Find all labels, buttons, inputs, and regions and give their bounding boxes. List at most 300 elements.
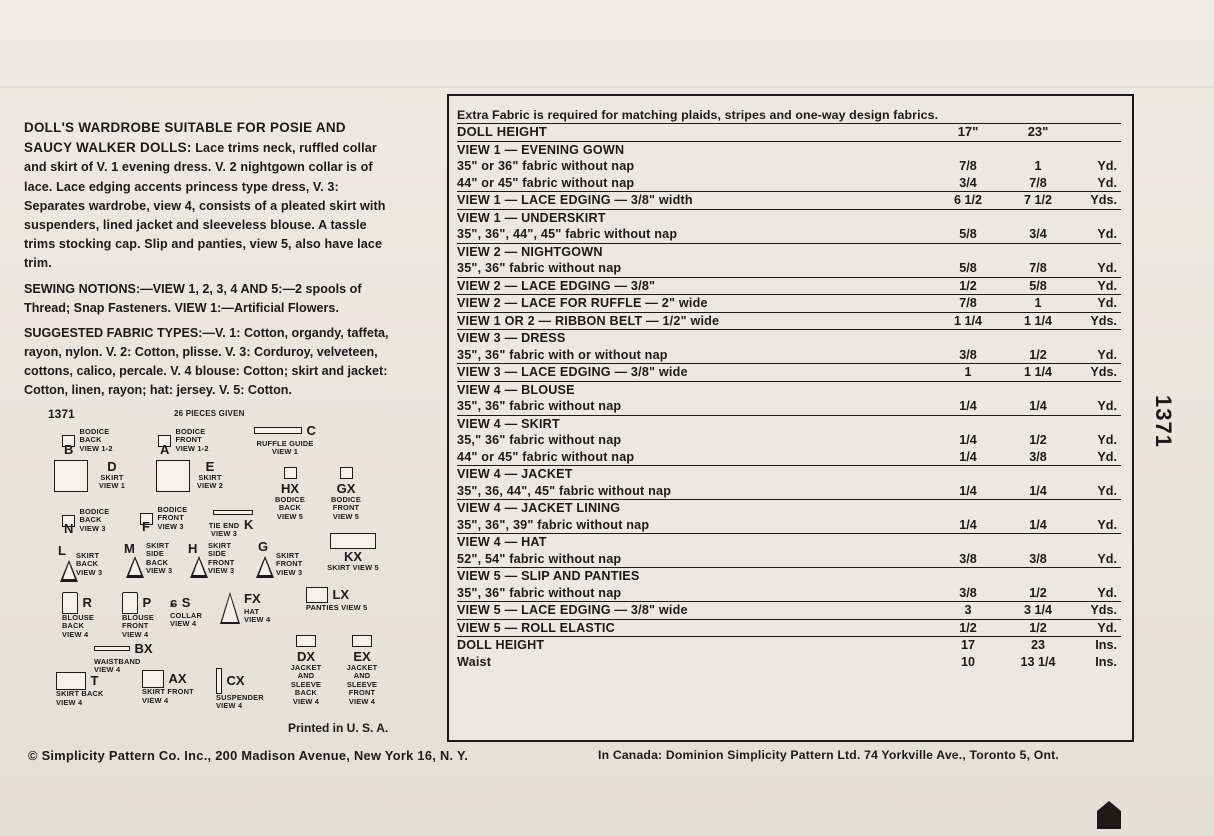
bodice-back-icon [284,467,297,479]
row-unit [1073,295,1121,312]
piece-F [140,505,197,534]
piece-label: JACKET AND SLEEVE FRONT VIEW 4 [346,663,378,706]
bodice-back-icon [62,592,78,614]
piece-code: E [205,459,215,474]
measurement-row [457,654,1121,671]
chart-row [457,295,1121,313]
piece-label: TIE END VIEW 3 [208,521,240,539]
chart-header-row [457,124,1121,142]
row-label [457,382,933,415]
header-col-23: 23" [1027,124,1049,139]
piece-label: SKIRT SIDE FRONT VIEW 3 [208,541,235,576]
piece-label: BODICE BACK VIEW 5 [275,495,305,521]
row-unit [1073,500,1121,533]
chart-row [457,382,1121,416]
piece-code: F [142,519,150,534]
strip-icon [94,646,130,651]
piece-label: JACKET AND SLEEVE BACK VIEW 4 [290,663,322,706]
rectangle-icon [54,460,88,492]
measurement-label: DOLL HEIGHT [457,638,545,652]
piece-HX [270,464,310,521]
row-unit [1073,602,1121,619]
value: 1 [1034,296,1042,310]
piece-label: SKIRT FRONT VIEW 4 [142,687,194,705]
value: 1/4 [959,433,977,447]
piece-DX [286,632,326,706]
piece-code: K [244,517,254,532]
piece-code: CX [226,673,245,688]
value: Yds. [1090,603,1117,617]
value: Yd. [1097,585,1117,600]
row-unit [1073,466,1121,499]
chart-row [457,602,1121,620]
value: 1/2 [1029,347,1047,362]
value: Yd. [1097,261,1117,275]
value: Yd. [1097,296,1117,310]
value: Yd. [1097,175,1117,190]
skirt-panel-icon [190,556,208,578]
value: 1 [1034,159,1042,173]
piece-FX [220,592,276,624]
header-label: DOLL HEIGHT [457,124,548,139]
canada-address: In Canada: Dominion Simplicity Pattern Ltd. 74 Yorkville Ave., Toronto 5, Ont. [598,748,1059,762]
piece-label: BODICE FRONT VIEW 3 [157,505,188,531]
piece-label: SKIRT SIDE BACK VIEW 3 [146,541,173,576]
value: 1/2 [1029,585,1047,600]
yardage-chart [447,94,1134,742]
piece-M [124,540,180,576]
triangle-icon [220,592,240,624]
piece-code: S [181,594,191,610]
piece-T [56,672,118,707]
jacket-front-icon [352,635,372,647]
row-title: VIEW 4 — BLOUSE [457,382,575,397]
value: 1/2 [1029,433,1047,447]
row-col-23 [1003,330,1073,363]
row-title: VIEW 4 — JACKET [457,467,573,481]
value: 3/4 [959,175,977,190]
piece-code: D [107,459,117,474]
value: 1/4 [959,483,977,498]
row-title: VIEW 2 — LACE EDGING — 3/8" [457,278,656,293]
description-paragraph [24,118,396,274]
value: 3/8 [1029,449,1047,464]
value: 1 1/4 [953,313,982,328]
piece-code: AX [168,671,187,686]
row-label [457,244,933,277]
row-unit: Ins. [1095,654,1117,669]
piece-code: LX [332,586,350,602]
chart-row [457,534,1121,568]
row-col-17 [933,142,1003,192]
header-col-17: 17" [957,124,979,139]
value: Yd. [1097,399,1117,413]
value: 1/2 [959,278,977,293]
piece-label: SUSPENDER VIEW 4 [216,693,264,711]
row-label [457,620,933,637]
row-col-23 [1003,210,1073,243]
piece-code: G [258,539,269,554]
row-col-17 [933,466,1003,499]
row-label [457,466,933,499]
piece-label: SKIRT BACK VIEW 3 [76,551,103,577]
value: 7/8 [959,296,977,310]
value: 5/8 [959,227,977,241]
row-label [457,364,933,381]
description-block [24,118,396,400]
piece-C [250,422,320,457]
chart-row [457,210,1121,244]
value: 3 1/4 [1023,603,1052,617]
piece-code: R [82,595,92,610]
rectangle-icon [330,533,376,549]
row-subline: 44" or 45" fabric without nap [457,449,635,464]
value: Yds. [1090,313,1117,328]
row-title: VIEW 2 — NIGHTGOWN [457,244,603,259]
piece-code: H [188,540,198,556]
value: Yd. [1097,449,1117,464]
header-unit [1073,124,1121,141]
value: 7/8 [959,159,977,173]
value: 6 1/2 [953,193,982,207]
row-unit [1073,313,1121,330]
piece-B [62,427,123,457]
publisher-address: © Simplicity Pattern Co. Inc., 200 Madison Avenue, New York 16, N. Y. [28,748,469,763]
value: 7 1/2 [1023,193,1052,207]
piece-label: SKIRT VIEW 2 [196,473,224,491]
chart-row [457,313,1121,331]
skirt-panel-icon [256,556,274,578]
piece-label: SKIRT VIEW 1 [98,473,126,491]
panties-icon [306,587,328,603]
value: Yd. [1097,620,1117,635]
row-unit [1073,142,1121,192]
row-col-17: 17 [960,638,975,652]
row-label [457,142,933,192]
row-title: VIEW 1 — UNDERSKIRT [457,210,606,225]
row-label [457,330,933,363]
bodice-front-icon [122,592,138,614]
row-title: VIEW 5 — SLIP AND PANTIES [457,569,640,583]
row-label [457,192,933,209]
chart-row [457,278,1121,296]
row-subline: 35", 36", 39" fabric without nap [457,517,650,532]
value: 7/8 [1029,175,1047,190]
row-col-23 [1003,313,1073,330]
piece-label: BODICE FRONT VIEW 5 [331,495,361,521]
row-title: VIEW 1 OR 2 — RIBBON BELT — 1/2" wide [457,313,720,328]
row-subline: 35," 36" fabric without nap [457,433,622,447]
piece-S [170,594,210,629]
piece-code: L [58,543,66,558]
row-col-23 [1003,568,1073,601]
value: 5/8 [959,261,977,275]
rectangle-icon [142,670,164,688]
piece-E [156,459,224,492]
row-unit [1073,244,1121,277]
description-lead: DOLL'S WARDROBE SUITABLE FOR POSIE AND SAUCY WALKER DOLLS: [24,120,346,156]
row-label [457,416,933,466]
row-col-17 [933,382,1003,415]
value: 3/8 [959,551,977,566]
row-col-23 [1003,466,1073,499]
printed-in: Printed in U. S. A. [288,721,389,735]
piece-code: KX [343,549,363,564]
extra-fabric-note: Extra Fabric is required for matching plaids, stripes and one-way design fabrics. [457,106,1121,124]
piece-code: HX [280,481,300,496]
fold-crease [0,86,1214,88]
row-subline: 35" or 36" fabric without nap [457,159,635,173]
piece-label: HAT VIEW 4 [244,607,271,625]
row-unit [1073,416,1121,466]
value: 7/8 [1029,261,1047,275]
rectangle-icon [56,672,86,690]
strip-icon [213,510,253,515]
value: 1/4 [959,517,977,532]
piece-label: SKIRT VIEW 5 [327,563,379,572]
value: Yd. [1097,227,1117,241]
row-unit [1073,278,1121,295]
row-col-23 [1003,500,1073,533]
value: 3/4 [1029,227,1047,241]
piece-AX [142,670,204,705]
value: 1/4 [1029,483,1047,498]
piece-GX [326,464,366,521]
value: 1/4 [959,449,977,464]
piece-code: B [64,442,74,457]
skirt-panel-icon [126,556,144,578]
bodice-front-icon [340,467,353,479]
value: Yd. [1097,347,1117,362]
row-subline: 35", 36, 44", 45" fabric without nap [457,483,672,498]
row-col-23 [1003,382,1073,415]
row-col-23 [1003,244,1073,277]
row-label [457,313,933,330]
value: 1/4 [959,399,977,413]
value: 1 [964,365,972,379]
row-title: VIEW 4 — SKIRT [457,416,560,431]
value: 3/8 [959,585,977,600]
row-col-17 [933,244,1003,277]
value: 5/8 [1029,278,1047,293]
row-col-17 [933,313,1003,330]
chart-row [457,142,1121,193]
vertical-pattern-number: 1371 [1151,395,1176,448]
row-unit [1073,620,1121,637]
value: Yd. [1097,483,1117,498]
chart-row [457,500,1121,534]
piece-code: GX [336,481,356,496]
piece-code: EX [353,649,371,664]
piece-A [158,427,219,457]
row-col-23: 13 1/4 [1020,654,1056,669]
value: 3/8 [1029,551,1047,566]
row-title: VIEW 2 — LACE FOR RUFFLE — 2" wide [457,296,708,310]
row-subline: 35", 36" fabric with or without nap [457,347,668,362]
row-label [457,278,933,295]
piece-code: T [90,673,99,688]
row-col-23 [1003,192,1073,209]
row-col-17 [933,364,1003,381]
row-title: VIEW 1 — EVENING GOWN [457,142,625,157]
row-col-23 [1003,602,1073,619]
rectangle-icon [156,460,190,492]
value: Yd. [1097,517,1117,532]
piece-label: BLOUSE BACK VIEW 4 [62,613,94,639]
piece-label: BODICE BACK VIEW 1-2 [79,427,113,453]
piece-label: RUFFLE GUIDE VIEW 1 [256,439,314,457]
row-col-17 [933,295,1003,312]
value: 3 [964,603,972,617]
piece-label: SKIRT FRONT VIEW 3 [276,551,303,577]
piece-code: N [64,521,74,536]
row-unit: Ins. [1095,638,1117,652]
piece-label: PANTIES VIEW 5 [306,603,368,612]
row-subline: 35", 36" fabric without nap [457,399,622,413]
row-title: VIEW 3 — DRESS [457,331,566,345]
strip-icon [216,668,222,694]
row-col-17 [933,210,1003,243]
row-col-23 [1003,142,1073,192]
row-col-17 [933,500,1003,533]
value: 1/4 [1029,517,1047,532]
measurement-label: Waist [457,654,492,669]
chart-row [457,466,1121,500]
row-unit [1073,192,1121,209]
piece-P [122,592,162,639]
pieces-given: 26 PIECES GIVEN [174,409,245,418]
piece-label: BLOUSE FRONT VIEW 4 [122,613,154,639]
row-label [457,500,933,533]
row-label [457,534,933,567]
value: Yd. [1097,278,1117,293]
piece-label: BODICE BACK VIEW 3 [79,507,110,533]
piece-code: C [306,422,316,438]
piece-code: M [124,540,135,556]
piece-D [54,459,126,492]
piece-N [62,507,119,536]
row-col-23 [1003,295,1073,312]
piece-label: WAISTBAND VIEW 4 [94,657,141,675]
value: 1/2 [959,620,977,635]
row-subline: 35", 36" fabric without nap [457,261,622,275]
row-unit [1073,568,1121,601]
piece-K [204,504,262,539]
row-col-23 [1003,278,1073,295]
value: Yds. [1090,193,1117,207]
row-col-23: 23 [1030,638,1045,652]
sewing-notions: SEWING NOTIONS:—VIEW 1, 2, 3, 4 AND 5:—2 spools of Thread; Snap Fasteners. VIEW 1:—Artificial Flowers. [24,281,362,315]
row-col-17 [933,620,1003,637]
value: Yd. [1097,159,1117,173]
row-col-17 [933,568,1003,601]
chart-row [457,364,1121,382]
row-unit [1073,330,1121,363]
chart-row [457,244,1121,278]
row-title: VIEW 5 — ROLL ELASTIC [457,620,615,635]
description-body: Lace trims neck, ruffled collar and skirt of V. 1 evening dress. V. 2 nightgown collar is of lace. Lace edging accents princess type dress, V. 3: Separates wardrobe, view 4, consists of a pleated skirt with suspenders, lined jacket and sleeveless blouse. A tassle trims stocking cap. Slip and panties, view 5, also have lace trim. [24,141,386,271]
row-label [457,568,933,601]
row-label [457,210,933,243]
jacket-back-icon [296,635,316,647]
row-title: VIEW 4 — HAT [457,535,547,549]
value: 1/4 [1029,399,1047,413]
piece-code: DX [296,649,316,664]
strip-icon [254,427,302,434]
collar-icon: ɕ [170,595,178,610]
row-title: VIEW 4 — JACKET LINING [457,501,621,515]
piece-G [254,539,310,577]
row-title: VIEW 3 — LACE EDGING — 3/8" wide [457,365,688,379]
piece-R [62,592,102,639]
row-subline: 35", 36" fabric without nap [457,585,622,600]
row-title: VIEW 5 — LACE EDGING — 3/8" wide [457,603,688,617]
row-col-17 [933,416,1003,466]
row-unit [1073,534,1121,567]
piece-KX [322,532,384,572]
row-col-17: 10 [960,654,975,669]
row-col-17 [933,278,1003,295]
chart-row [457,568,1121,602]
value: 1/2 [1029,620,1047,635]
row-col-23 [1003,364,1073,381]
value: Yds. [1090,365,1117,379]
row-col-17 [933,330,1003,363]
piece-H [188,540,244,576]
piece-EX [342,632,382,706]
row-col-17 [933,602,1003,619]
piece-LX [306,586,380,612]
row-col-23 [1003,534,1073,567]
row-unit [1073,210,1121,243]
row-subline: 52", 54" fabric without nap [457,551,622,566]
piece-L [58,543,108,577]
row-label [457,295,933,312]
value: 3/8 [959,347,977,362]
measurement-row [457,637,1121,654]
piece-label: COLLAR VIEW 4 [170,611,202,629]
row-col-23 [1003,416,1073,466]
row-col-23 [1003,620,1073,637]
row-label [457,602,933,619]
value: 1 1/4 [1023,313,1052,328]
row-subline: 35", 36", 44", 45" fabric without nap [457,227,678,241]
chart-row [457,330,1121,364]
row-unit [1073,382,1121,415]
value: Yd. [1097,551,1117,566]
chart-row [457,416,1121,467]
value: 1 1/4 [1023,365,1052,379]
chart-row [457,192,1121,210]
piece-code: A [160,442,170,457]
row-title: VIEW 1 — LACE EDGING — 3/8" width [457,193,693,207]
suggested-fabrics: SUGGESTED FABRIC TYPES:—V. 1: Cotton, organdy, taffeta, rayon, nylon. V. 2: Cotton, plisse. V. 3: Corduroy, velveteen, cottons, calico, percale. V. 4 blouse: Cotton; skirt and jacket: Cotton, linen, rayon; hat: jersey. V. 5: Cotton. [24,325,389,397]
chart-row [457,620,1121,638]
piece-CX [216,668,272,711]
value: Yd. [1097,433,1117,447]
piece-label: BODICE FRONT VIEW 1-2 [175,427,209,453]
row-subline: 44" or 45" fabric without nap [457,175,635,190]
piece-code: FX [244,591,261,606]
row-col-17 [933,534,1003,567]
row-unit [1073,364,1121,381]
piece-code: P [142,595,152,610]
pentagon-marker-icon [1096,800,1122,830]
row-col-17 [933,192,1003,209]
pattern-number: 1371 [48,407,75,421]
piece-label: SKIRT BACK VIEW 4 [56,689,104,707]
piece-code: BX [134,640,153,656]
